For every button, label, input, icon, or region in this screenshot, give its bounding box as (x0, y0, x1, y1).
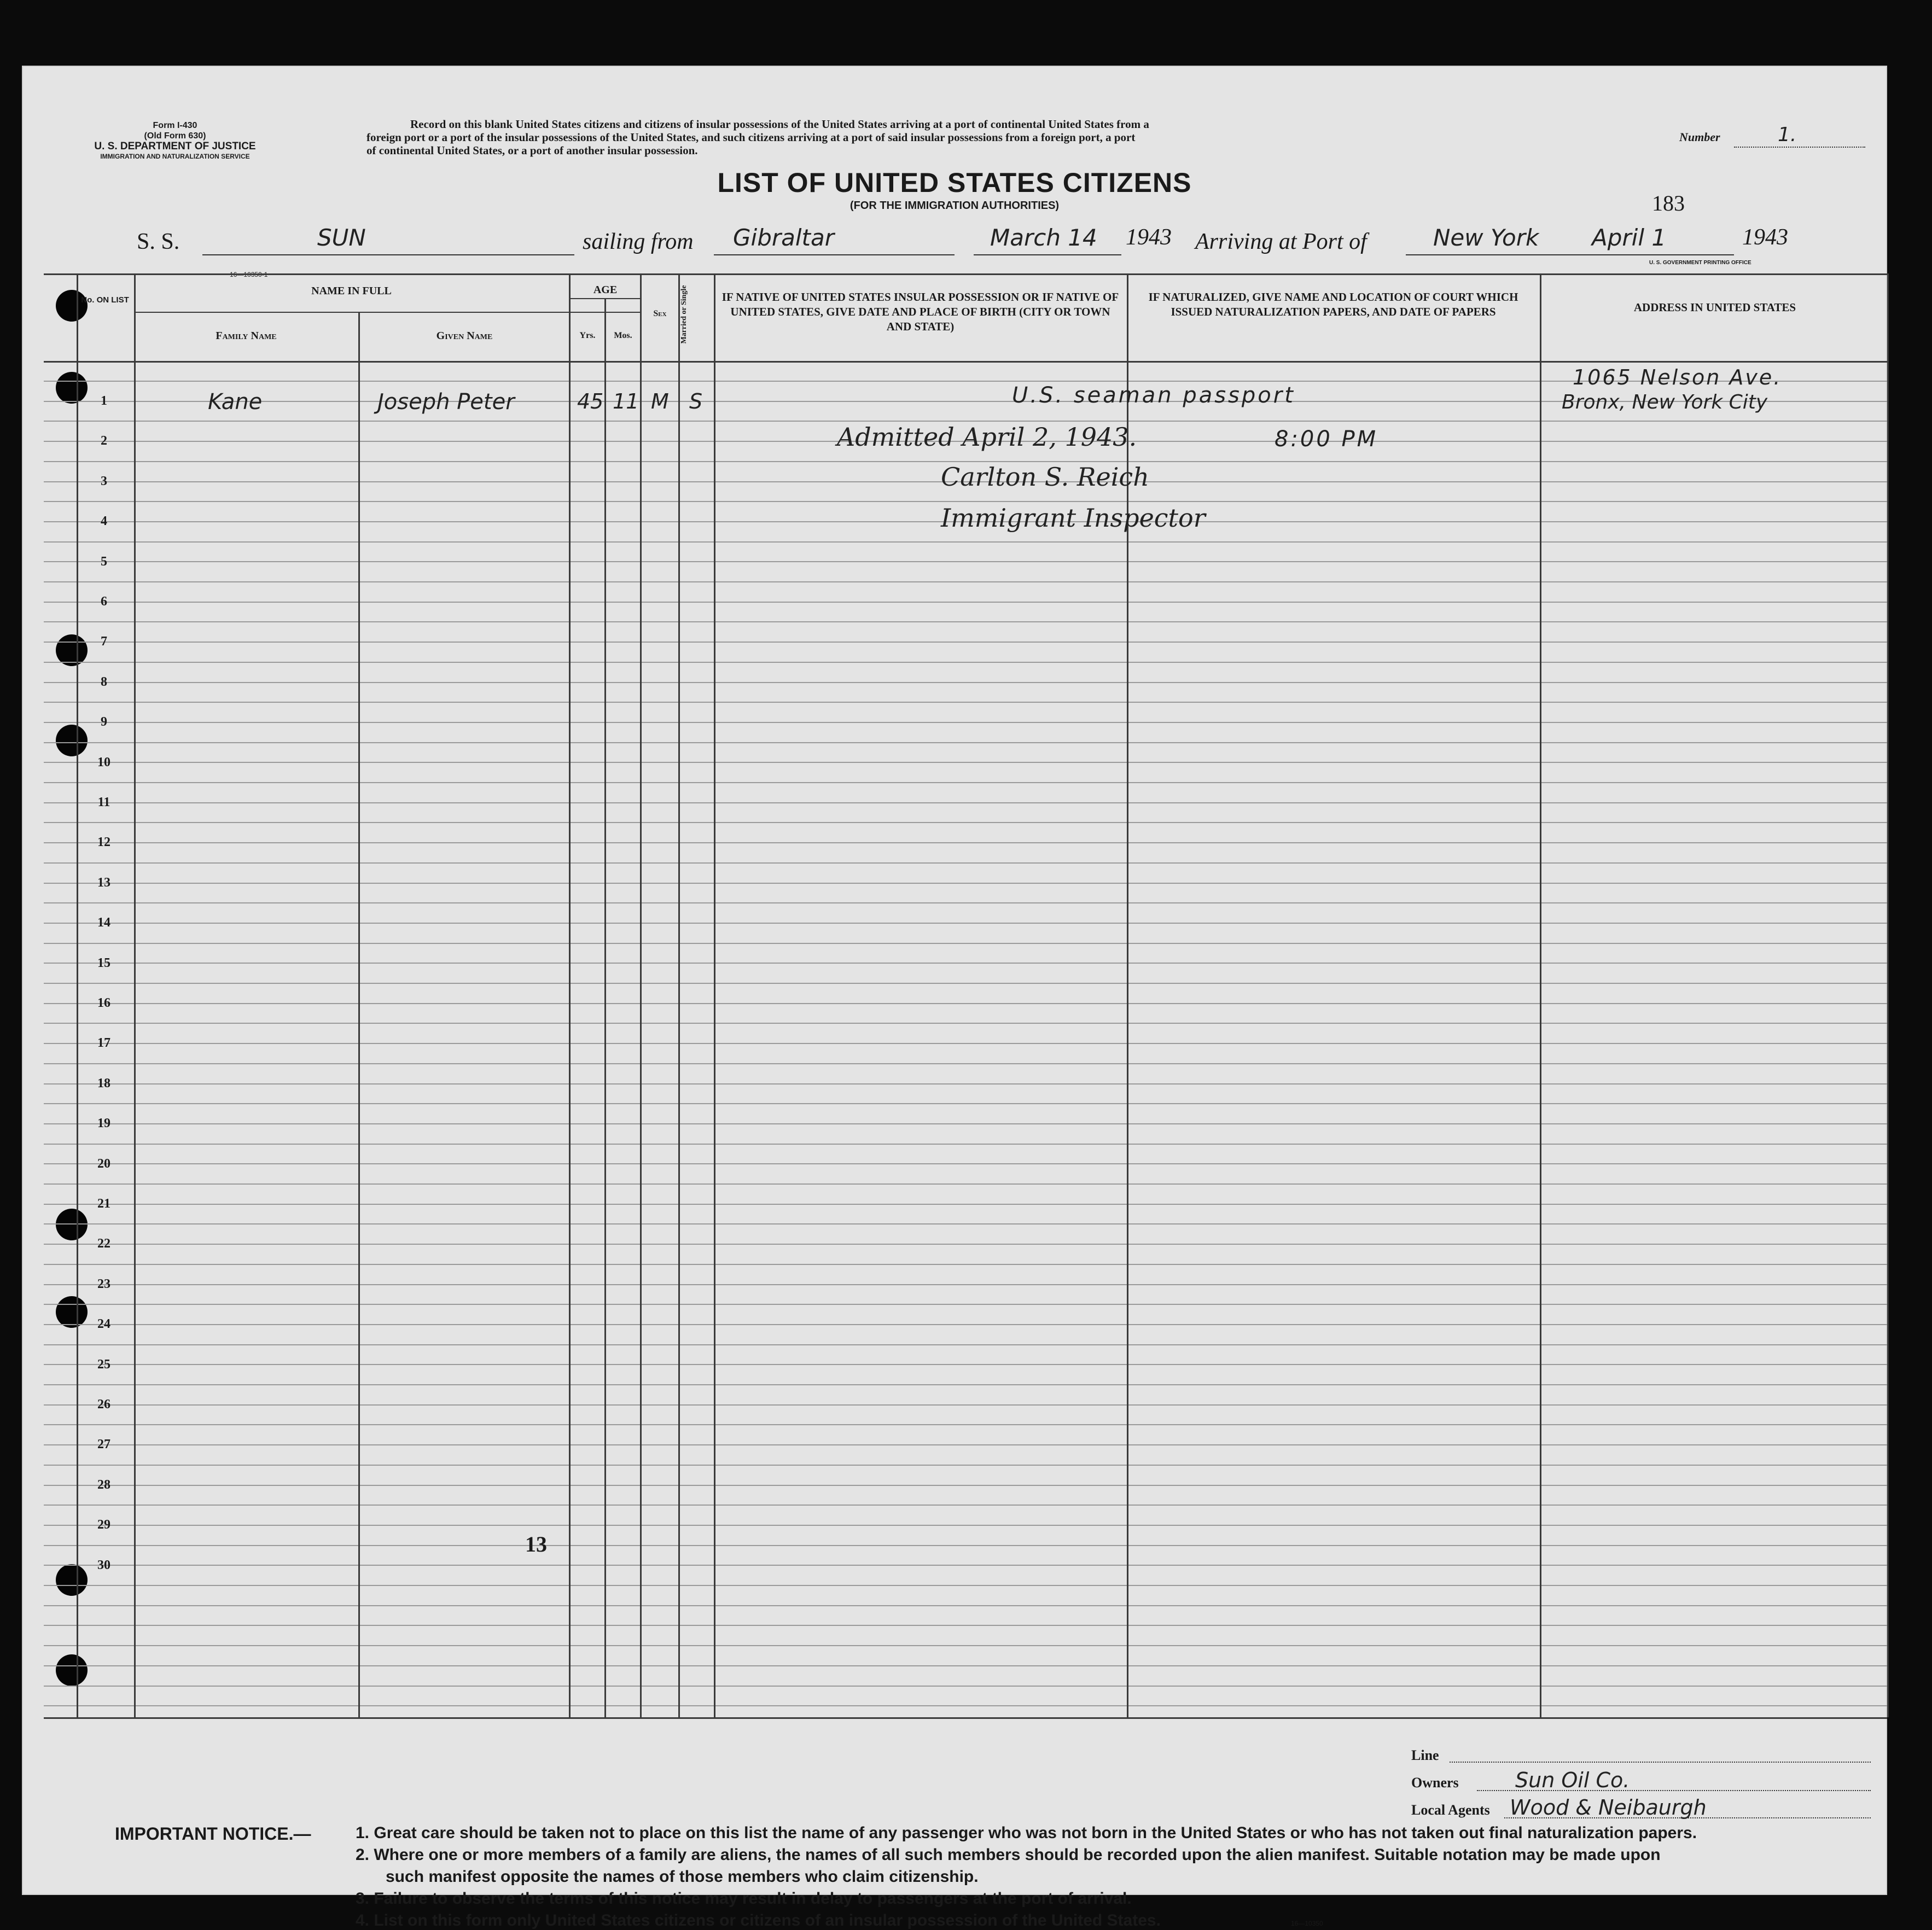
from-port: Gibraltar (733, 224, 835, 251)
ruled-line (44, 621, 1887, 622)
row-number: 10 (97, 755, 110, 769)
header-name-in-full: NAME IN FULL (311, 285, 392, 297)
row-number: 24 (97, 1317, 110, 1332)
ruled-line (44, 1264, 1887, 1265)
ruled-line (44, 702, 1887, 703)
ruled-line (44, 1665, 1887, 1666)
old-form: (Old Form 630) (144, 131, 206, 141)
ruled-line (44, 983, 1887, 984)
entry-address-line2: Bronx, New York City (1562, 391, 1768, 413)
ship-name: SUN (317, 224, 366, 251)
row-number: 15 (97, 955, 110, 970)
row-number: 4 (101, 514, 107, 529)
header-sex: Sex (653, 309, 667, 318)
row-number: 14 (97, 916, 110, 930)
ruled-line (44, 1123, 1887, 1124)
ruled-line (44, 1424, 1887, 1425)
ruled-line (44, 1003, 1887, 1004)
row-number: 17 (97, 1036, 110, 1051)
ruled-line (44, 1605, 1887, 1606)
ruled-line (44, 1705, 1887, 1706)
ruled-line (44, 1444, 1887, 1445)
entry-birth-info: U.S. seaman passport (1012, 383, 1295, 408)
ruled-line (44, 1043, 1887, 1044)
row-number: 9 (101, 715, 107, 730)
ruled-line (44, 1525, 1887, 1526)
row-number: 19 (97, 1116, 110, 1131)
voyage-line (137, 224, 1832, 263)
ruled-line (44, 1244, 1887, 1245)
printer-mark: U. S. GOVERNMENT PRINTING OFFICE (1649, 260, 1751, 266)
row-number: 25 (97, 1357, 110, 1372)
ruled-line (44, 782, 1887, 783)
agents-label: Local Agents (1411, 1802, 1490, 1818)
header-given-name: Given Name (436, 330, 493, 342)
ruled-line (44, 1465, 1887, 1466)
stamp-13: 13 (525, 1532, 547, 1556)
row-number: 1 (101, 394, 107, 408)
owners-value: Sun Oil Co. (1515, 1768, 1630, 1792)
admitted-time: 8:00 PM (1275, 427, 1378, 452)
ruled-line (44, 1686, 1887, 1687)
arrival-date: April 1 (1592, 224, 1667, 251)
number-value: 1. (1778, 124, 1797, 146)
entry-marital: S (689, 389, 703, 413)
ruled-line (44, 822, 1887, 823)
ruled-line (44, 1103, 1887, 1104)
ruled-line (44, 802, 1887, 803)
entry-age-months: 11 (613, 389, 639, 413)
row-numbers (77, 361, 134, 1717)
ruled-line (44, 923, 1887, 924)
form-sheet (22, 66, 1887, 1929)
departure-year: 1943 (1126, 225, 1172, 250)
entry-family-name: Kane (208, 389, 263, 415)
ruled-line (44, 682, 1887, 683)
agents-value: Wood & Neibaurgh (1510, 1795, 1707, 1820)
row-number: 20 (97, 1156, 110, 1171)
ruled-line (44, 1163, 1887, 1164)
ruled-line (44, 642, 1887, 643)
ruled-lines (44, 361, 1887, 1717)
page-subtitle: (FOR THE IMMIGRATION AUTHORITIES) (849, 200, 1060, 212)
row-number: 28 (97, 1477, 110, 1492)
row-number: 12 (97, 835, 110, 850)
row-number: 26 (97, 1397, 110, 1412)
row-number: 2 (101, 434, 107, 448)
ruled-line (44, 581, 1887, 582)
ruled-line (44, 742, 1887, 743)
owners-label: Owners (1411, 1775, 1459, 1791)
ruled-line (44, 561, 1887, 562)
ruled-line (44, 842, 1887, 843)
form-number: Form I-430 (153, 121, 197, 130)
ruled-line (44, 501, 1887, 502)
instructions-line: of continental United States, or a port of another insular possession. (366, 144, 698, 157)
instructions-line: Record on this blank United States citizens and citizens of insular possessions of the United States arriving at a port of continental United States from a (410, 118, 1149, 131)
sailing-from-label: sailing from (583, 229, 694, 254)
ruled-line (44, 1083, 1887, 1084)
row-number: 16 (97, 996, 110, 1010)
number-label: Number (1679, 130, 1720, 144)
ruled-line (44, 1585, 1887, 1586)
ruled-line (44, 1183, 1887, 1185)
notice-title: IMPORTANT NOTICE.— (115, 1824, 311, 1844)
ruled-line (44, 1344, 1887, 1345)
footer-print-code: 16—10350 (1291, 1920, 1323, 1927)
departure-date: March 14 (990, 224, 1097, 251)
ruled-line (44, 1625, 1887, 1626)
notice-4: 4. List on this form only United States citizens or citizens of an insular possession of the United States. (356, 1911, 1161, 1929)
ruled-line (44, 1645, 1887, 1646)
row-number: 29 (97, 1518, 110, 1532)
row-number: 5 (101, 554, 107, 569)
ruled-line (44, 862, 1887, 864)
ruled-line (44, 1364, 1887, 1365)
ruled-line (44, 1223, 1887, 1225)
ruled-line (44, 1023, 1887, 1024)
notice-3: 3. Failure to observe the terms of this notice may result in delay to passengers at the port of arrival. (356, 1890, 1132, 1908)
ruled-line (44, 963, 1887, 964)
admitted-note: Admitted April 2, 1943. (837, 422, 1137, 452)
notice-2b: such manifest opposite the names of those members who claim citizenship. (386, 1868, 979, 1886)
header-yrs: Yrs. (579, 331, 596, 340)
header-address: ADDRESS IN UNITED STATES (1633, 301, 1796, 314)
page-title: LIST OF UNITED STATES CITIZENS (717, 167, 1192, 198)
ruled-line (44, 1505, 1887, 1506)
header-mos: Mos. (614, 331, 632, 340)
row-number: 6 (101, 594, 107, 609)
ruled-line (44, 1545, 1887, 1546)
number-field (1679, 124, 1865, 146)
department: U. S. DEPARTMENT OF JUSTICE (94, 141, 256, 152)
header-native: IF NATIVE OF UNITED STATES INSULAR POSSESSION OR IF NATIVE OF UNITED STATES, GIVE DATE AND PLACE OF BIRTH (CITY OR TOWN AND STATE) (721, 290, 1119, 333)
arrival-port: New York (1433, 224, 1539, 251)
header-married-single: Married or Single (680, 285, 688, 344)
header-naturalized: IF NATURALIZED, GIVE NAME AND LOCATION OF COURT WHICH ISSUED NATURALIZATION PAPERS, AND DATE OF PAPERS (1148, 290, 1518, 318)
ruled-line (44, 902, 1887, 903)
instructions-line: foreign port or a port of the insular possessions of the United States, and such citizens arriving at a port of said insular possessions from a foreign port, a port (366, 131, 1136, 144)
row-number: 8 (101, 674, 107, 689)
passenger-table (44, 273, 1887, 1720)
ruled-line (44, 1485, 1887, 1486)
ruled-line (44, 943, 1887, 944)
notice-2a: 2. Where one or more members of a family are aliens, the names of all such members should be recorded upon the alien manifest. Suitable notation may be made upon (356, 1846, 1661, 1864)
ruled-line (44, 602, 1887, 603)
ruled-line (44, 1144, 1887, 1145)
ruled-line (44, 1565, 1887, 1566)
service: IMMIGRATION AND NATURALIZATION SERVICE (100, 153, 250, 160)
ship-details (1389, 1747, 1871, 1835)
instructions (366, 118, 1625, 157)
ruled-line (44, 541, 1887, 543)
row-number: 11 (97, 795, 110, 809)
ruled-line (44, 722, 1887, 723)
header-family-name: Family Name (216, 330, 277, 342)
ruled-line (44, 1324, 1887, 1325)
entry-age-years: 45 (577, 389, 604, 413)
row-number: 7 (101, 634, 107, 649)
inspector-title: Immigrant Inspector (941, 503, 1206, 533)
entry-given-name: Joseph Peter (377, 389, 515, 415)
ruled-line (44, 1284, 1887, 1285)
entry-address-line1: 1065 Nelson Ave. (1573, 365, 1782, 389)
ruled-line (44, 1384, 1887, 1385)
entry-sex: M (651, 389, 669, 413)
row-number: 13 (97, 875, 110, 890)
ruled-line (44, 662, 1887, 663)
stamp-number: 183 (1652, 191, 1685, 215)
form-id-block (71, 120, 279, 162)
row-number: 22 (97, 1237, 110, 1251)
row-number: 30 (97, 1558, 110, 1572)
row-number: 3 (101, 474, 107, 488)
ss-label: S. S. (137, 229, 180, 254)
ruled-line (44, 1304, 1887, 1305)
header-age: AGE (593, 284, 618, 296)
row-number: 18 (97, 1076, 110, 1091)
line-label: Line (1411, 1747, 1439, 1763)
inspector-name: Carlton S. Reich (941, 462, 1149, 492)
header-no-on-list: No. ON LIST (81, 295, 129, 305)
row-number: 23 (97, 1276, 110, 1291)
row-number: 21 (97, 1197, 110, 1211)
ruled-line (44, 1063, 1887, 1064)
ruled-line (44, 1204, 1887, 1205)
ruled-line (44, 762, 1887, 763)
arrival-year: 1943 (1742, 225, 1788, 250)
ruled-line (44, 1404, 1887, 1406)
row-number: 27 (97, 1437, 110, 1452)
notice-1: 1. Great care should be taken not to place on this list the name of any passenger who was not born in the United States or who has not taken out final naturalization papers. (356, 1824, 1697, 1842)
arriving-label: Arriving at Port of (1195, 229, 1367, 254)
ruled-line (44, 883, 1887, 884)
